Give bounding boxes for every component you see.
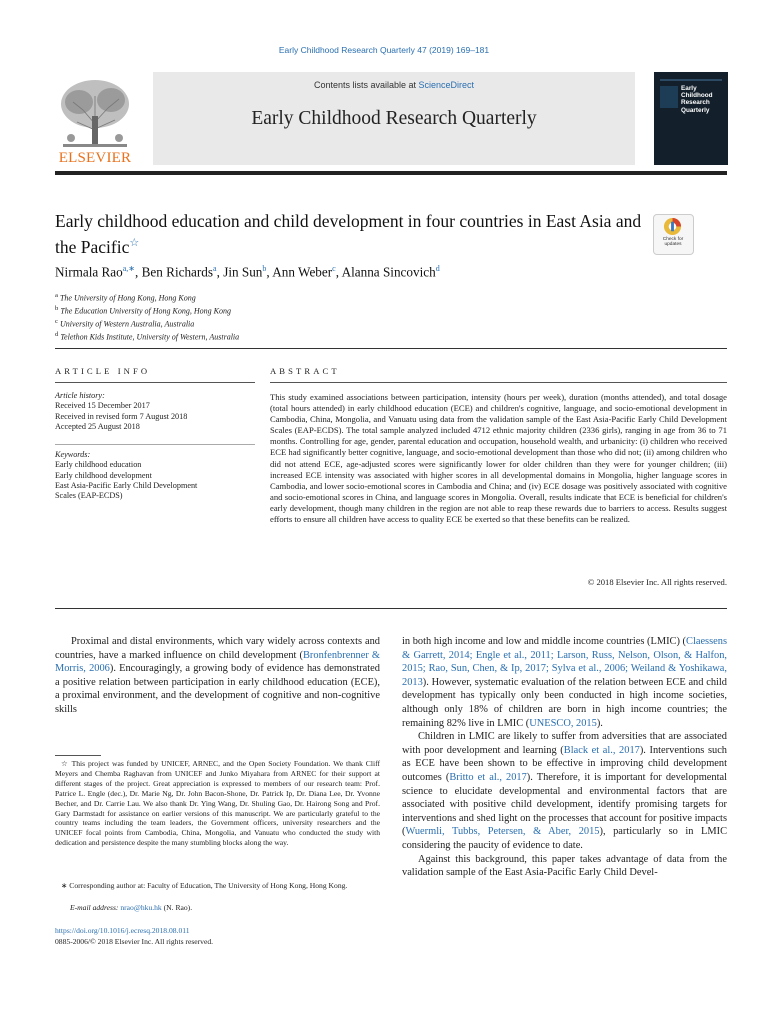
affiliation-mark: d — [55, 331, 59, 339]
doi-url[interactable]: https://doi.org/10.1016/j.ecresq.2018.08.011 — [55, 926, 190, 935]
doi-link[interactable] — [55, 926, 190, 936]
abstract-rule — [270, 382, 727, 383]
keyword: Scales (EAP-ECDS) — [55, 491, 123, 501]
history-entry: Accepted 25 August 2018 — [55, 421, 140, 431]
paragraph — [402, 730, 727, 852]
article-history-label: Article history: — [55, 391, 105, 400]
article-title — [55, 210, 645, 258]
footnote-rule — [55, 755, 101, 756]
abstract-text: This study examined associations between participation, intensity (hours per week), duration (months attended), and total dosage (total hours attended) in early childhood education (ECE) and children's cognitive, language, and socio-emotional development in Cambodia, China, Mongolia, and Vanuatu using data from the validation sample of the East Asia-Pacific Early Child Development Scales (EAP-ECDS). The total sample analyzed included 4712 ethnic majority children (2336 girls), ranging in age from 36 to 71 months. Controlling for age, gender, parental education and occupation, household wealth, and urbanicity: (i) children who received ECE had significantly better cognitive, language, and socio-emotional development than those who did not; (ii) among children who did not attend ECE, age-adjusted scores were significantly lower for older children than they were for younger children; (iii) increased ECE intensity was associated with higher scores in all developmental domains in Mongolia, higher language scores in Cambodia, and lower socio-emotional scores in Cambodia and China; and (iv) ECE dosage was positively associated with cognitive and socio-emotional scores in China, and language scores in Mongolia. Overall, results indicate that ECE is beneficial for children's early development, though many children in the region are not able to reap these rewards due to barriers to access. Results suggest efforts to ensure all children have access to quality ECE be exerted so that these benefits can be realized. — [270, 392, 727, 525]
history-entry: Received 15 December 2017 — [55, 401, 150, 411]
body-text: in both high income and low and middle income countries (LMIC) ( — [402, 636, 687, 647]
citation-link[interactable]: Bronfenbrenner & Morris, 2006 — [55, 649, 380, 675]
intro-paragraph-right — [402, 635, 727, 880]
body-divider — [55, 608, 727, 609]
footnote-mark: ∗ — [61, 881, 68, 890]
email-suffix: (N. Rao). — [163, 903, 193, 912]
author-name[interactable]: Ben Richards — [141, 264, 214, 280]
header-rule — [55, 171, 727, 175]
footnote-mark: ☆ — [61, 759, 69, 768]
affiliation — [55, 304, 239, 317]
body-text: ). Therefore, it is important for developmental science to elucidate developmental and environmental factors that are associated with positive child development, identify promising targets for interventions and shed light on the processes that account for positive impacts ( — [402, 771, 727, 838]
body-text: Proximal and distal environments, which vary widely across contexts and countries, have a marked influence on child development ( — [55, 636, 380, 661]
history-entry: Received in revised form 7 August 2018 — [55, 411, 188, 421]
affiliation-text: University of Western Australia, Australia — [59, 319, 195, 329]
cover-top-bar — [660, 79, 722, 81]
affiliation-list — [55, 291, 239, 343]
citation-link[interactable]: Wuermli, Tubbs, Petersen, & Aber, 2015 — [405, 826, 600, 838]
email-footnote — [70, 903, 380, 913]
body-text: ). — [596, 717, 603, 729]
crossmark-icon — [663, 217, 682, 236]
body-text: Children in LMIC are likely to suffer from adversities that are associated with poor development and learning ( — [402, 731, 727, 756]
author-affiliation-mark[interactable]: d — [435, 264, 440, 273]
funding-text: This project was funded by UNICEF, ARNEC, and the Open Society Foundation. We thank Cliff Meyers and Chemba Raghavan from UNICEF and Junko Miyahara from ARNEC for their support at different stages of the project. Great appreciation is expressed to members of our research team: Prof. Patrice L. Engle (dec.), Dr. Marie Ng, Dr. John Bacon-Shone, Dr. Patrick Ip, Dr. Diana Lee, Dr. Yvonne Becher, and Dr. Carrie Lau. We also thank Dr. Ying Wang, Dr. Shuling Gao, Dr. Hairong Song and Prof. Gary Darmstadt for assistance on earlier versions of this manuscript. We are particularly grateful to the country teams including the team leaders, the Government officers, university researchers and the UNICEF focal points from Cambodia, China, Mongolia, and Vanuatu who conducted the study with dedication and persistence despite the many stumbling blocks along the way. — [55, 759, 380, 848]
citation-link[interactable]: UNESCO, 2015 — [529, 717, 597, 729]
keywords-rule — [55, 444, 255, 445]
affiliation-text: The University of Hong Kong, Hong Kong — [59, 293, 196, 303]
publisher-name: ELSEVIER — [58, 150, 132, 166]
body-text: ). Encouragingly, a growing body of evidence has demonstrated a positive relation between participation in early childhood education (ECE), a proximal environment, and the development of cognitive and non-cognitive skills — [55, 663, 380, 715]
body-text: ). Interventions such as ECE have been shown to be effective in improving child development outcomes ( — [402, 744, 728, 783]
affiliation-mark: b — [55, 305, 59, 313]
abstract-copyright: © 2018 Elsevier Inc. All rights reserved. — [587, 577, 727, 587]
author-affiliation-mark[interactable]: b — [262, 264, 267, 273]
corresponding-text: Corresponding author at: Faculty of Education, The University of Hong Kong, Hong Kong. — [69, 881, 348, 890]
keyword: East Asia-Pacific Early Child Development — [55, 480, 198, 490]
email-link[interactable]: nrao@hku.hk — [120, 903, 162, 912]
journal-reference-link[interactable]: Early Childhood Research Quarterly 47 (2019) 169–181 — [278, 45, 490, 55]
article-info-rule — [55, 382, 255, 383]
journal-title: Early Childhood Research Quarterly — [251, 108, 537, 129]
issn-line: 0885-2006/© 2018 Elsevier Inc. All rights reserved. — [55, 937, 214, 946]
section-divider — [55, 348, 727, 349]
author-name[interactable]: Nirmala Rao — [55, 264, 123, 280]
keyword: Early childhood development — [55, 470, 152, 480]
affiliation-text: The Education University of Hong Kong, Hong Kong — [60, 306, 231, 316]
paragraph: Against this background, this paper takes advantage of data from the validation sample of the East Asia-Pacific Early Child Devel- — [402, 853, 727, 879]
intro-paragraph-left — [55, 635, 380, 717]
author-list: Nirmala Rao$^{a,∗}$, Ben Richards$^a$, Jin Sun$^b$, Ann Weber$^c$, Alanna Sincovich$^d$ — [55, 264, 440, 280]
article-info-heading: ARTICLE INFO — [55, 366, 151, 376]
author-affiliation-mark[interactable]: c — [332, 264, 336, 273]
keyword: Early childhood education — [55, 460, 142, 470]
author-affiliation-mark[interactable]: a — [213, 264, 217, 273]
keywords-label: Keywords: — [55, 450, 91, 459]
affiliation — [55, 291, 239, 304]
check-for-updates-label: Check for updates — [662, 237, 684, 248]
keywords — [55, 450, 260, 501]
email-label: E-mail address: — [70, 903, 119, 912]
affiliation-text: Telethon Kids Institute, University of Western, Australia — [60, 332, 240, 342]
abstract-heading: ABSTRACT — [270, 366, 340, 376]
corresponding-footnote — [55, 881, 380, 891]
author-name[interactable]: Jin Sun — [223, 264, 263, 280]
affiliation-mark: a — [55, 292, 58, 299]
title-footnote-mark[interactable]: ☆ — [129, 237, 140, 249]
citation-link[interactable]: Britto et al., 2017 — [449, 771, 527, 783]
contents-line — [153, 80, 635, 90]
citation-link[interactable]: Claessens & Garrett, 2014; Engle et al., 2011; Larson, Russ, Nelson, Olson, & Halfon, 2015; Rao, Sun, Chen, & Ip, 2017; Sylva et al., 2006; Weiland & Yoshikawa, 2013 — [402, 636, 727, 688]
body-text: ). However, systematic evaluation of the relation between ECE and child development has typically only been conducted in high income societies, although only 18% of children are born in high income countries; the remaining 82% live in LMIC ( — [402, 676, 727, 729]
citation-link[interactable]: Black et al., 2017 — [563, 744, 640, 756]
cover-title: Early Childhood Research Quarterly — [681, 85, 713, 114]
affiliation — [55, 317, 239, 330]
article-title-text: Early childhood education and child development in four countries in East Asia and the Pacific — [55, 211, 642, 257]
article-history — [55, 391, 260, 432]
paragraph — [402, 635, 727, 730]
body-text: ), particularly so in LMIC considering the paucity of evidence to date. — [402, 826, 727, 851]
author-affiliation-mark[interactable]: a,∗ — [122, 264, 136, 273]
author-name[interactable]: Ann Weber — [272, 264, 333, 280]
author-name[interactable]: Alanna Sincovich — [341, 264, 436, 280]
affiliation-mark: c — [55, 318, 58, 326]
sciencedirect-link[interactable]: ScienceDirect — [418, 80, 475, 90]
cover-emblem — [660, 86, 678, 108]
affiliation — [55, 330, 239, 343]
contents-prefix: Contents lists available at — [313, 80, 419, 90]
funding-footnote — [55, 759, 380, 848]
